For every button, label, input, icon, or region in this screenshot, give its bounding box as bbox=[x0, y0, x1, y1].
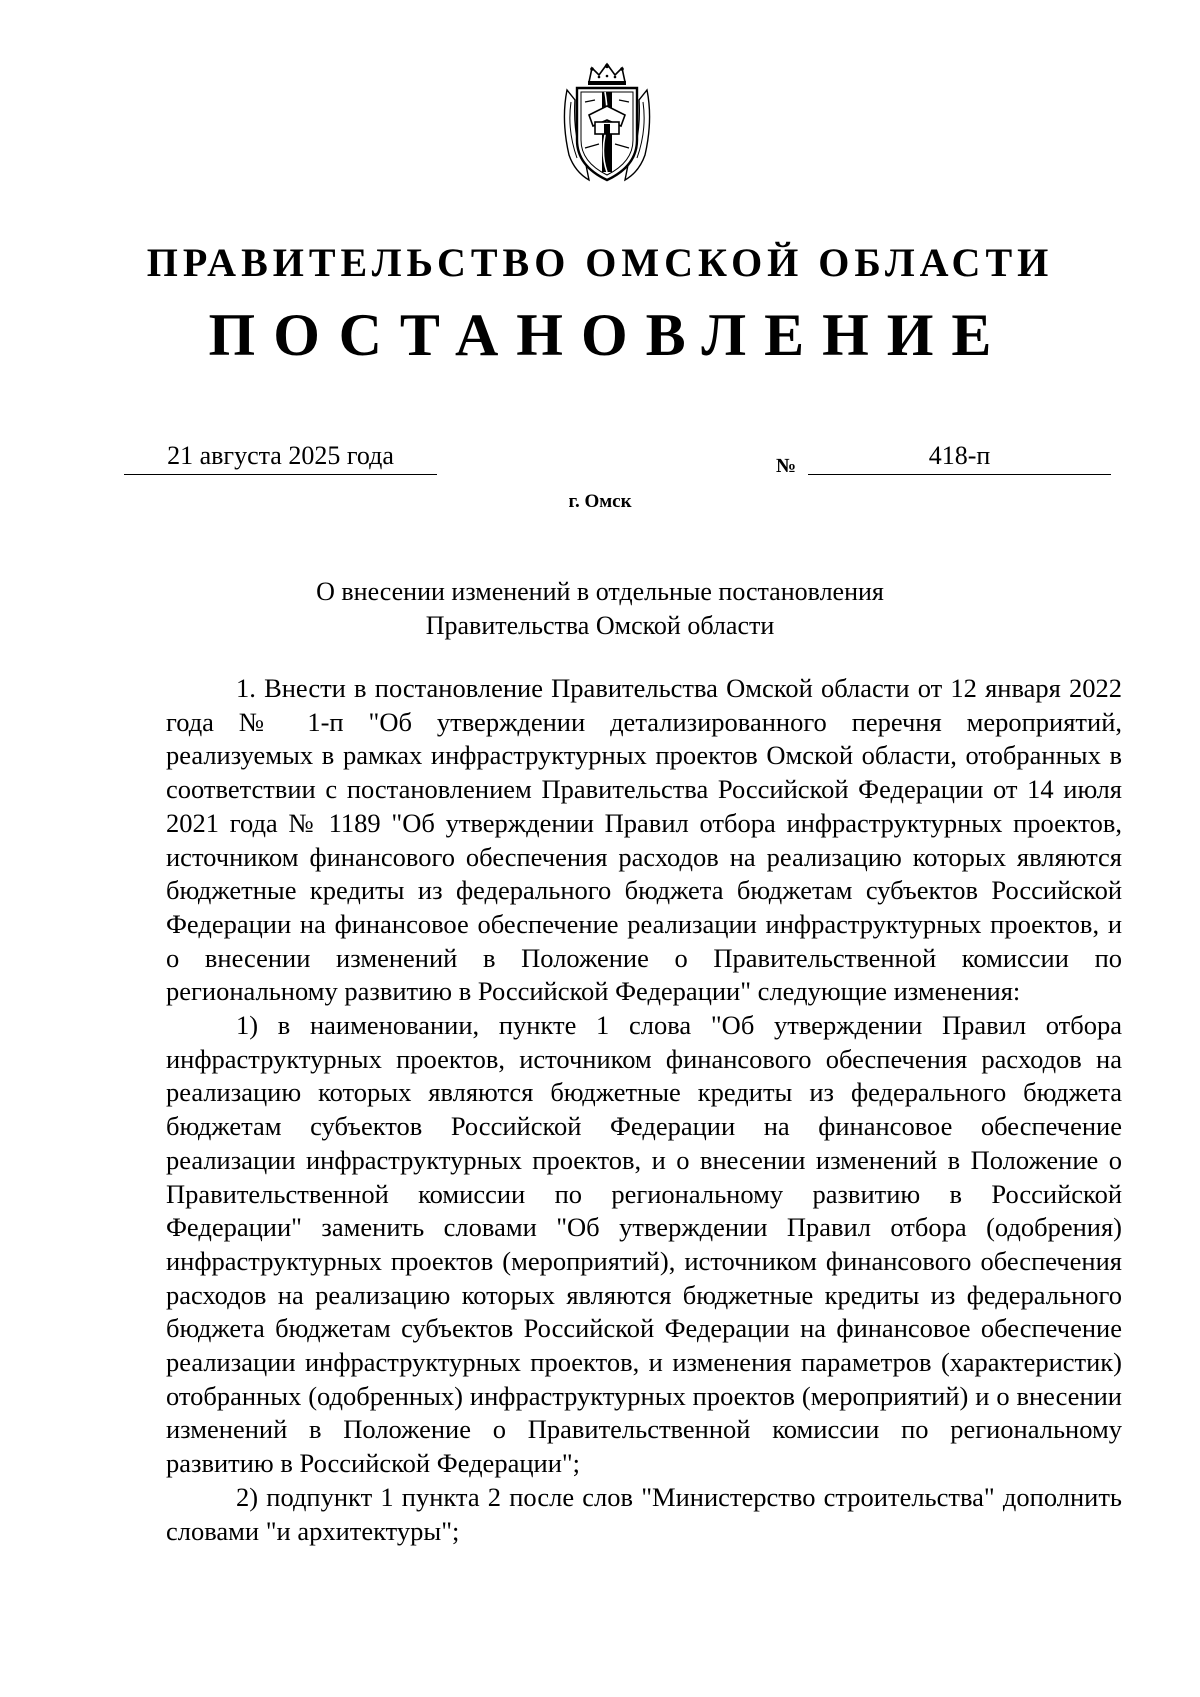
coat-of-arms-icon bbox=[559, 60, 655, 185]
subject-line-1: О внесении изменений в отдельные постановления bbox=[316, 577, 884, 606]
number-label: № bbox=[776, 455, 797, 477]
subject-line-2: Правительства Омской области bbox=[425, 611, 775, 640]
body-paragraph: 2) подпункт 1 пункта 2 после слов "Министерство строительства" дополнить словами "и архитектуры"; bbox=[166, 1481, 1122, 1546]
body-paragraph: 1. Внести в постановление Правительства Омской области от 12 января 2022 года № 1-п "Об утверждении детализированного перечня мероприятий, реализуемых в рамках инфраструктурных проектов Омской области, отобранных в соответствии с постановлением Правительства Российской Федерации от 14 июля 2021 года № 1189 "Об утверждении Правил отбора инфраструктурных проектов, источником финансового обеспечения расходов на реализацию которых являются бюджетные кредиты из федерального бюджета бюджетам субъектов Российской Федерации на финансовое обеспечение реализации инфраструктурных проектов, и о внесении изменений в Положение о Правительственной комиссии по региональному развитию в Российской Федерации" следующие изменения: bbox=[166, 673, 1122, 1007]
document-city: г. Омск bbox=[568, 491, 632, 512]
document-number: 418-п bbox=[808, 440, 1111, 475]
document-body bbox=[166, 672, 1122, 1548]
government-title: ПРАВИТЕЛЬСТВО ОМСКОЙ ОБЛАСТИ bbox=[146, 240, 1054, 285]
body-paragraph: 1) в наименовании, пункте 1 слова "Об утверждении Правил отбора инфраструктурных проектов, источником финансового обеспечения расходов на реализацию которых являются бюджетные кредиты из федерального бюджета бюджетам субъектов Российской Федерации на финансовое обеспечение реализации инфраструктурных проектов, и о внесении изменений в Положение о Правительственной комиссии по региональному развитию в Российской Федерации" заменить словами "Об утверждении Правил отбора (одобрения) инфраструктурных проектов (мероприятий), источником финансового обеспечения расходов на реализацию которых являются бюджетные кредиты из федерального бюджета бюджетам субъектов Российской Федерации на финансовое обеспечение реализации инфраструктурных проектов, и изменения параметров (характеристик) отобранных (одобренных) инфраструктурных проектов (мероприятий) и о внесении изменений в Положение о Правительственной комиссии по региональному развитию в Российской Федерации"; bbox=[166, 1010, 1122, 1479]
document-subject bbox=[0, 575, 1200, 643]
document-date: 21 августа 2025 года bbox=[124, 440, 437, 475]
document-type-title: ПОСТАНОВЛЕНИЕ bbox=[208, 302, 1010, 368]
